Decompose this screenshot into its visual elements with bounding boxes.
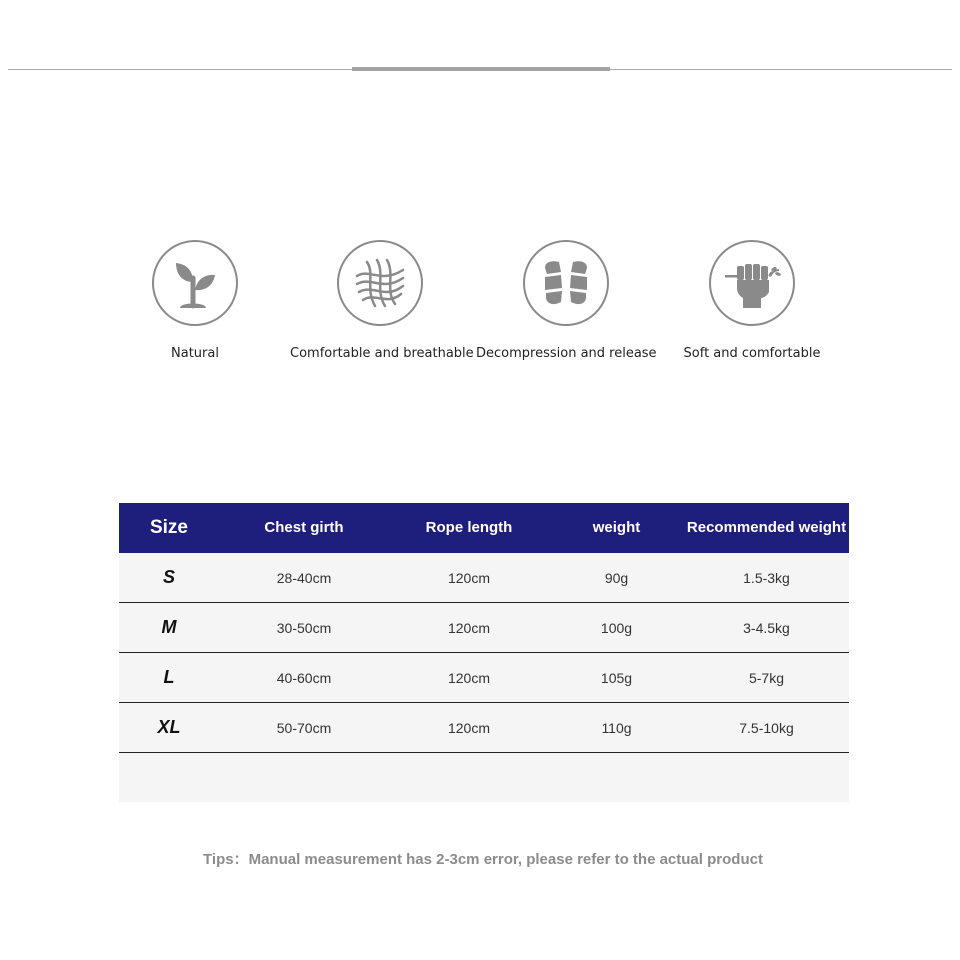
header-chest-girth: Chest girth [264, 519, 344, 536]
cell-size: L [163, 667, 175, 687]
pads-icon [531, 248, 601, 318]
feature-circle [523, 240, 609, 326]
cell-weight: 90g [604, 569, 629, 586]
feature-natural [105, 240, 285, 361]
feature-circle [709, 240, 795, 326]
feature-label: Natural [171, 346, 219, 361]
cell-chest: 28-40cm [276, 569, 332, 586]
cell-recommended: 1.5-3kg [743, 569, 790, 586]
table-row [119, 703, 849, 753]
header-rope-length: Rope length [425, 519, 513, 536]
fiber-mesh-icon [345, 248, 415, 318]
header-weight: weight [592, 519, 641, 536]
top-divider-accent [352, 67, 610, 71]
tips-note: Tips：Manual measurement has 2-3cm error, please refer to the actual product [203, 851, 763, 868]
feature-breathable [290, 240, 474, 361]
table-row [119, 553, 849, 603]
feature-circle [337, 240, 423, 326]
cell-rope: 120cm [447, 619, 491, 636]
feature-label: Soft and comfortable [683, 346, 821, 361]
cell-recommended: 5-7kg [748, 669, 785, 686]
cell-chest: 50-70cm [276, 719, 332, 736]
size-table [119, 503, 849, 802]
cell-weight: 105g [600, 669, 633, 686]
cell-recommended: 7.5-10kg [739, 719, 794, 736]
header-recommended-weight: Recommended weight [686, 519, 847, 536]
feature-decompression [476, 240, 656, 361]
cell-rope: 120cm [447, 669, 491, 686]
table-row [119, 653, 849, 703]
table-empty-row [119, 753, 849, 802]
header-size: Size [149, 517, 189, 538]
cell-recommended: 3-4.5kg [743, 619, 790, 636]
cell-rope: 120cm [447, 569, 491, 586]
fist-grip-icon [717, 248, 787, 318]
table-header [119, 503, 849, 553]
table-row [119, 603, 849, 653]
cell-size: S [162, 567, 175, 587]
feature-label: Comfortable and breathable [290, 346, 474, 361]
cell-weight: 110g [601, 719, 632, 736]
feature-soft [662, 240, 842, 361]
cell-size: XL [157, 717, 181, 737]
sprout-icon [160, 248, 230, 318]
cell-chest: 30-50cm [276, 619, 332, 636]
cell-chest: 40-60cm [276, 669, 332, 686]
cell-weight: 100g [600, 619, 633, 636]
cell-rope: 120cm [447, 719, 491, 736]
cell-size: M [161, 617, 177, 637]
feature-label: Decompression and release [476, 346, 657, 361]
feature-circle [152, 240, 238, 326]
